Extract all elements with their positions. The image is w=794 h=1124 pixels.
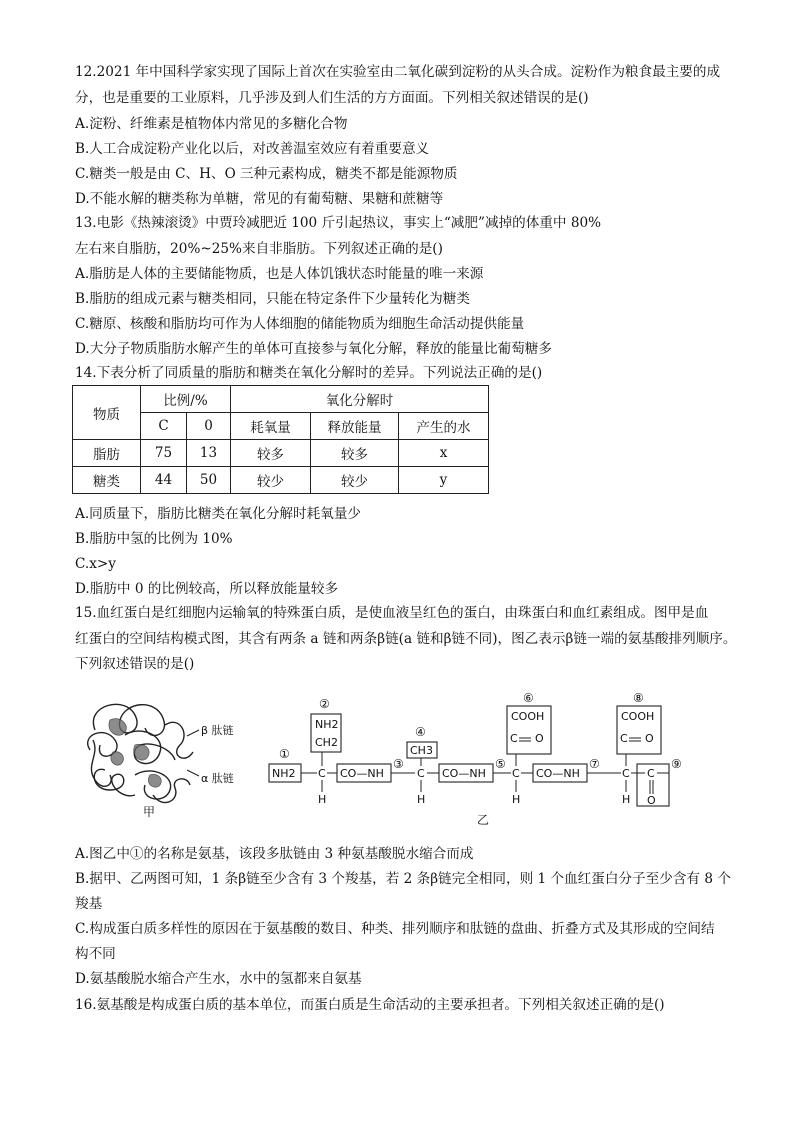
q14-stem: 14.下表分析了同质量的脂肪和糖类在氧化分解时的差异。下列说法正确的是() — [75, 365, 543, 381]
cell-o: 13 — [187, 440, 231, 467]
amino-group-label: NH2 — [272, 767, 296, 780]
q14-option-b: B.脂肪中氢的比例为 10% — [75, 531, 233, 547]
q16-stem: 16.氨基酸是构成蛋白质的基本单位，而蛋白质是生命活动的主要承担者。下列相关叙述正确的是() — [75, 997, 665, 1013]
q13-option-c: C.糖原、核酸和脂肪均可作为人体细胞的储能物质为细胞生命活动提供能量 — [75, 316, 525, 332]
alpha-h-1: H — [318, 793, 327, 806]
marker-4: ④ — [415, 725, 426, 739]
marker-5: ⑤ — [495, 757, 506, 771]
q13-option-d: D.大分子物质脂肪水解产生的单体可直接参与氧化分解，释放的能量比葡萄糖多 — [75, 341, 552, 357]
marker-6: ⑥ — [523, 691, 534, 705]
cell-c: 75 — [141, 440, 187, 467]
alpha-carbon-2: C — [417, 767, 425, 780]
marker-7: ⑦ — [589, 757, 600, 771]
q15-stem-line1: 15.血红蛋白是红细胞内运输氧的特殊蛋白质，是使血液呈红色的蛋白，由珠蛋白和血红素组成。图甲是血 — [75, 605, 709, 621]
carbonyl-o-label-1: O — [535, 732, 544, 745]
q12-option-b: B.人工合成淀粉产业化以后，对改善温室效应有着重要意义 — [75, 141, 430, 157]
q13-stem-line2: 左右来自脂肪，20%~25%来自非脂肪。下列叙述正确的是() — [75, 241, 443, 257]
q15-stem-line3: 下列叙述错误的是() — [75, 656, 195, 672]
header-energy: 释放能量 — [311, 413, 399, 440]
cell-water: x — [399, 440, 489, 467]
cell-oxygen: 较多 — [231, 440, 311, 467]
q14-option-a: A.同质量下，脂肪比糖类在氧化分解时耗氧量少 — [75, 506, 362, 522]
header-oxidation: 氧化分解时 — [231, 386, 489, 413]
marker-2: ② — [319, 697, 330, 711]
q15-stem-line2: 红蛋白的空间结构模式图，其含有两条 a 链和两条β链(a 链和β链不同)，图乙表示β链一端的氨基酸排列顺序。 — [75, 631, 737, 647]
q15-option-c-line2: 构不同 — [75, 946, 116, 962]
table-row — [73, 440, 489, 467]
marker-9: ⑨ — [671, 757, 682, 771]
cell-o: 50 — [187, 467, 231, 494]
alpha-carbon-1: C — [318, 767, 326, 780]
alpha-carbon-3: C — [512, 767, 520, 780]
q14-option-d: D.脂肪中 0 的比例较高，所以释放能量较多 — [75, 581, 339, 597]
side-chain-nh2-label: NH2 — [315, 718, 339, 731]
cell-water: y — [399, 467, 489, 494]
carbonyl-c-label-1: C — [510, 732, 518, 745]
alpha-h-4: H — [622, 793, 631, 806]
q13-option-a: A.脂肪是人体的主要储能物质，也是人体饥饿状态时能量的唯一来源 — [75, 266, 484, 282]
q14-option-c: C.x>y — [75, 556, 116, 572]
cell-energy: 较多 — [311, 440, 399, 467]
peptide-bond-label-1: CO—NH — [340, 767, 384, 780]
alpha-h-3: H — [512, 793, 521, 806]
peptide-chain-figure — [255, 690, 695, 830]
side-chain-ch2-label: CH2 — [315, 736, 338, 749]
q12-stem-line2: 分，也是重要的工业原料，几乎涉及到人们生活的方方面面。下列相关叙述错误的是() — [75, 90, 589, 106]
cell-c: 44 — [141, 467, 187, 494]
header-ratio: 比例/% — [141, 386, 231, 413]
header-water: 产生的水 — [399, 413, 489, 440]
marker-8: ⑧ — [633, 691, 644, 705]
q15-option-a: A.图乙中①的名称是氨基，该段多肽链由 3 种氨基酸脱水缩合而成 — [75, 846, 474, 862]
q12-stem-line1: 12.2021 年中国科学家实现了国际上首次在实验室由二氧化碳到淀粉的从头合成。淀粉作为粮食最主要的成 — [75, 64, 721, 80]
header-c: C — [141, 413, 187, 440]
q12-option-a: A.淀粉、纤维素是植物体内常见的多糖化合物 — [75, 116, 348, 132]
header-oxygen: 耗氧量 — [231, 413, 311, 440]
marker-1: ① — [279, 747, 290, 761]
figure-b-caption: 乙 — [477, 813, 490, 827]
cell-name: 脂肪 — [73, 440, 141, 467]
header-substance: 物质 — [73, 386, 141, 440]
carbonyl-o-label-2: O — [645, 732, 654, 745]
carboxyl-label-1: COOH — [511, 710, 545, 723]
alpha-chain-label: α 肽链 — [201, 772, 234, 785]
header-o: 0 — [187, 413, 231, 440]
figure-a-caption: 甲 — [143, 805, 156, 819]
q15-option-b-line2: 羧基 — [75, 896, 103, 912]
carbonyl-c-label-2: C — [620, 732, 628, 745]
carboxyl-label-2: COOH — [621, 710, 655, 723]
q12-option-d: D.不能水解的糖类称为单糖，常见的有葡萄糖、果糖和蔗糖等 — [75, 191, 444, 207]
cell-oxygen: 较少 — [231, 467, 311, 494]
terminal-c-label: C — [647, 767, 655, 780]
peptide-bond-label-2: CO—NH — [442, 767, 486, 780]
cell-name: 糖类 — [73, 467, 141, 494]
q15-option-b-line1: B.据甲、乙两图可知，1 条β链至少含有 3 个羧基，若 2 条β链完全相同，则 1 个血红蛋白分子至少含有 8 个 — [75, 871, 731, 887]
hemoglobin-structure-figure — [75, 690, 234, 820]
q12-option-c: C.糖类一般是由 C、H、O 三种元素构成，糖类不都是能源物质 — [75, 166, 458, 182]
side-chain-ch3-label: CH3 — [410, 744, 433, 757]
alpha-carbon-4: C — [622, 767, 630, 780]
q13-stem-line1: 13.电影《热辣滚烫》中贾玲减肥近 100 斤引起热议，事实上“减肥”减掉的体重中 80% — [75, 215, 602, 231]
peptide-bond-label-3: CO—NH — [536, 767, 580, 780]
alpha-h-2: H — [417, 793, 426, 806]
table-row — [73, 467, 489, 494]
cell-energy: 较少 — [311, 467, 399, 494]
q14-table — [72, 385, 489, 494]
q15-option-c-line1: C.构成蛋白质多样性的原因在于氨基酸的数目、种类、排列顺序和肽链的盘曲、折叠方式及其形成的空间结 — [75, 921, 715, 937]
beta-chain-label: β 肽链 — [201, 724, 234, 737]
marker-3: ③ — [393, 757, 404, 771]
terminal-o-label: O — [647, 794, 656, 807]
q13-option-b: B.脂肪的组成元素与糖类相同，只能在特定条件下少量转化为糖类 — [75, 291, 470, 307]
q15-option-d: D.氨基酸脱水缩合产生水，水中的氢都来自氨基 — [75, 971, 362, 987]
